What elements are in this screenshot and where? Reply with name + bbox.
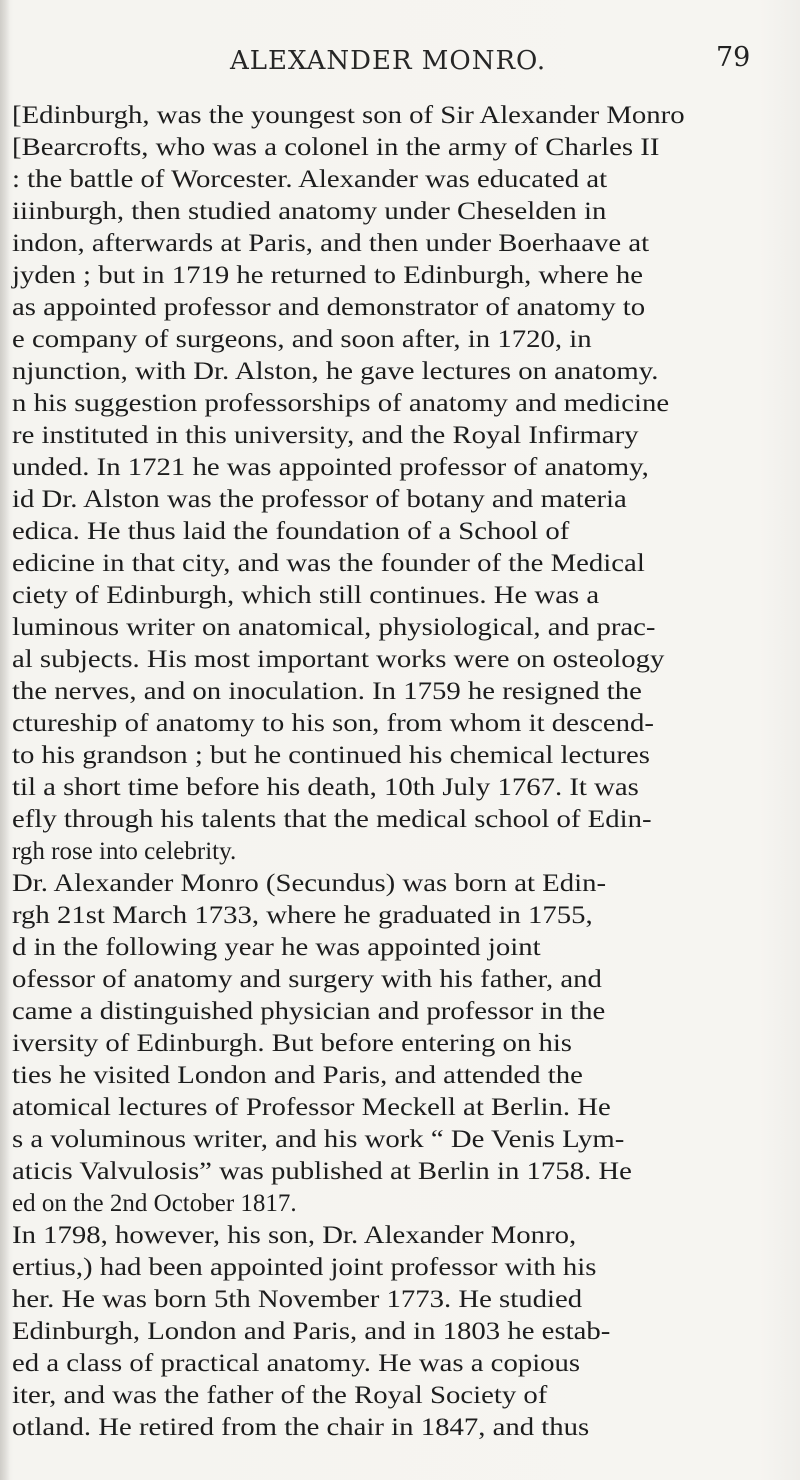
body-line: ertius,) had been appointed joint professor with his — [12, 1254, 597, 1281]
body-line: the nerves, and on inoculation. In 1759 he resigned the — [12, 678, 642, 705]
body-line: n his suggestion professorships of anatomy and medicine — [12, 390, 670, 417]
body-line: iversity of Edinburgh. But before entering on his — [12, 1030, 572, 1057]
body-line: ties he visited London and Paris, and attended the — [12, 1062, 583, 1089]
running-head — [0, 42, 800, 86]
body-line: to his grandson ; but he continued his chemical lectures — [12, 742, 650, 769]
body-line: ciety of Edinburgh, which still continues. He was a — [12, 582, 600, 609]
body-line: s a voluminous writer, and his work “ De Venis Lym- — [12, 1126, 625, 1153]
body-line: ofessor of anatomy and surgery with his father, and — [12, 966, 602, 993]
body-line: d in the following year he was appointed joint — [12, 934, 541, 961]
body-line: rgh 21st March 1733, where he graduated in 1755, — [12, 902, 593, 929]
body-line: as appointed professor and demonstrator of anatomy to — [12, 294, 646, 321]
body-line: her. He was born 5th November 1773. He studied — [12, 1286, 583, 1313]
body-line: edicine in that city, and was the founder of the Medical — [12, 550, 645, 577]
body-line: id Dr. Alston was the professor of botany and materia — [12, 486, 627, 513]
body-line: ctureship of anatomy to his son, from whom it descend- — [12, 710, 654, 737]
body-line: atomical lectures of Professor Meckell at Berlin. He — [12, 1094, 611, 1121]
body-line: jyden ; but in 1719 he returned to Edinburgh, where he — [12, 262, 644, 289]
body-line: : the battle of Worcester. Alexander was educated at — [12, 166, 608, 193]
body-line: In 1798, however, his son, Dr. Alexander Monro, — [12, 1222, 577, 1249]
body-line: iiinburgh, then studied anatomy under Cheselden in — [12, 198, 607, 225]
body-line: aticis Valvulosis” was published at Berlin in 1758. He — [12, 1158, 632, 1185]
body-text — [0, 101, 800, 1441]
body-line: Dr. Alexander Monro (Secundus) was born at Edin- — [12, 870, 607, 897]
body-line: ed on the 2nd October 1817. — [12, 1190, 297, 1217]
body-line: edica. He thus laid the foundation of a School of — [12, 518, 570, 545]
body-line: Edinburgh, London and Paris, and in 1803 he estab- — [12, 1318, 611, 1345]
body-line: came a distinguished physician and professor in the — [12, 998, 606, 1025]
body-line: e company of surgeons, and soon after, in 1720, in — [12, 326, 592, 353]
body-line: [Edinburgh, was the youngest son of Sir Alexander Monro — [12, 102, 685, 129]
body-line: njunction, with Dr. Alston, he gave lectures on anatomy. — [12, 358, 659, 385]
body-line: ed a class of practical anatomy. He was a copious — [12, 1350, 581, 1377]
body-line: [Bearcrofts, who was a colonel in the army of Charles II — [12, 134, 660, 161]
body-line: til a short time before his death, 10th July 1767. It was — [12, 774, 639, 801]
body-line: unded. In 1721 he was appointed professor of anatomy, — [12, 454, 649, 481]
running-title: ALEXANDER MONRO. — [230, 46, 547, 76]
body-line: re instituted in this university, and the Royal Infirmary — [12, 422, 639, 449]
body-line: al subjects. His most important works were on osteology — [12, 646, 665, 673]
body-line: iter, and was the father of the Royal Society of — [12, 1382, 548, 1409]
page-number: 79 — [716, 42, 751, 73]
body-line: luminous writer on anatomical, physiological, and prac- — [12, 614, 656, 641]
body-line: indon, afterwards at Paris, and then under Boerhaave at — [12, 230, 650, 257]
body-line: rgh rose into celebrity. — [12, 838, 237, 865]
body-line: otland. He retired from the chair in 1847, and thus — [12, 1414, 590, 1441]
body-line: efly through his talents that the medical school of Edin- — [12, 806, 652, 833]
